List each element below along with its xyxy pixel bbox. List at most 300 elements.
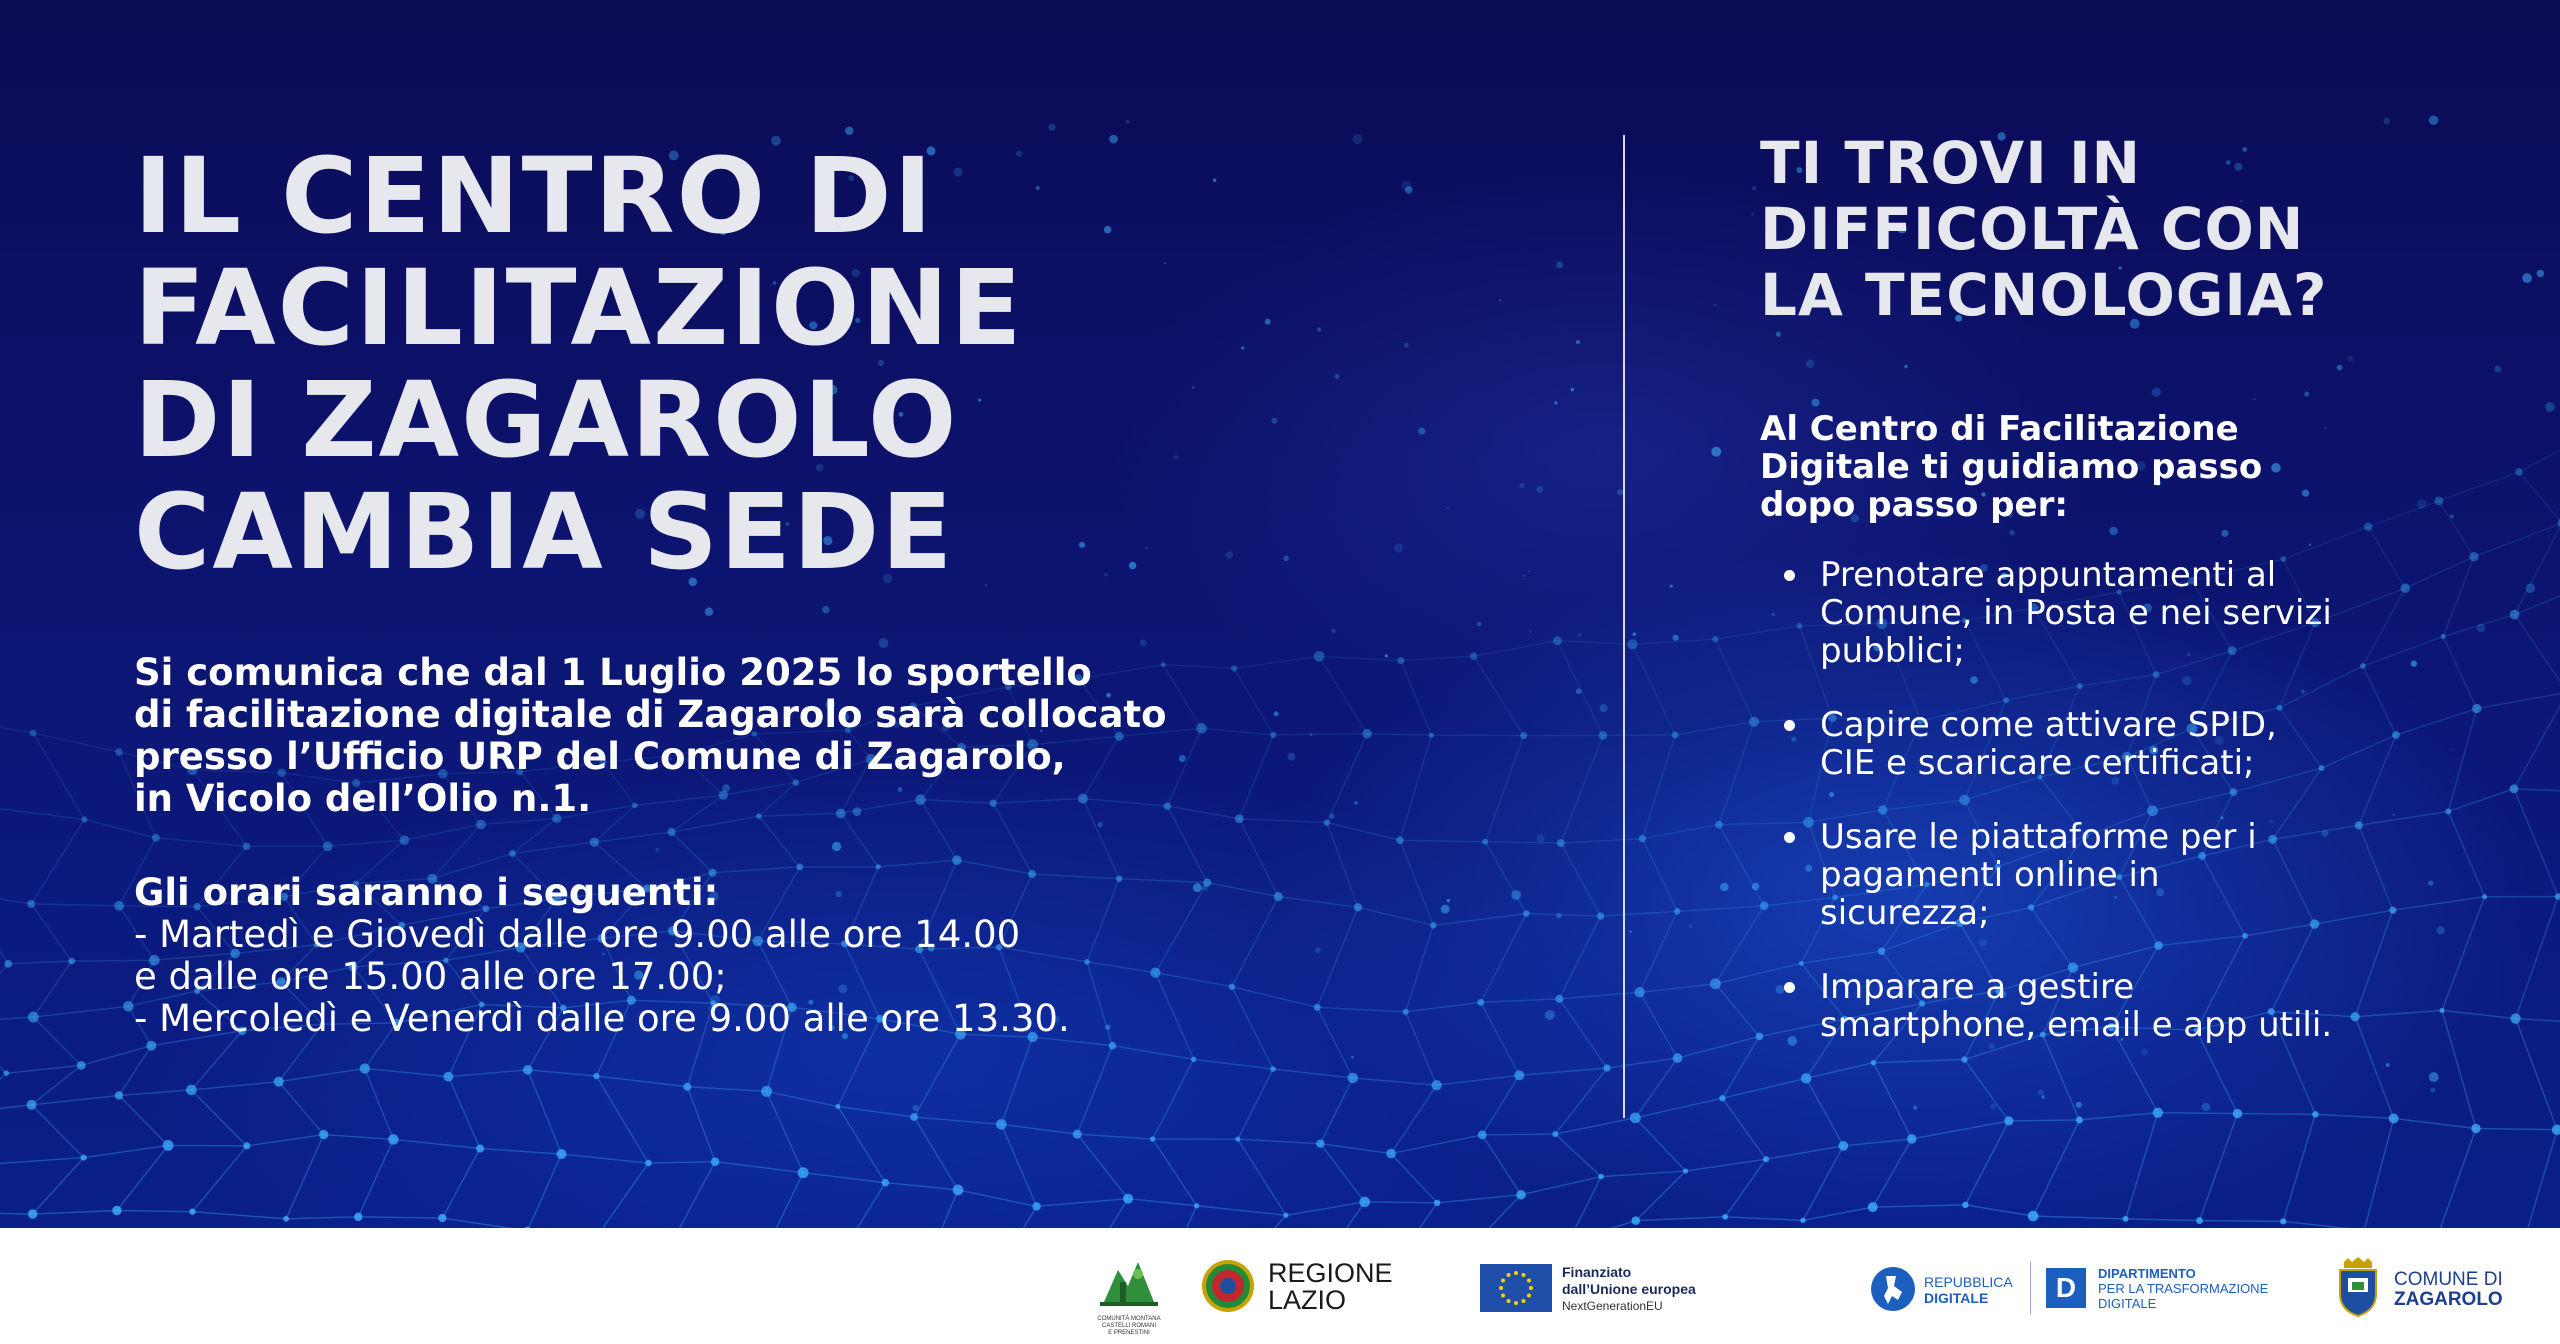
network-node bbox=[1348, 1073, 1359, 1084]
network-link bbox=[279, 1082, 324, 1135]
network-link bbox=[33, 733, 84, 819]
network-link bbox=[247, 1135, 324, 1146]
network-particle bbox=[2152, 388, 2161, 397]
network-node bbox=[2233, 1109, 2242, 1118]
network-particle bbox=[705, 608, 713, 616]
network-particle bbox=[2522, 273, 2532, 283]
network-link bbox=[838, 1107, 914, 1118]
network-link bbox=[2283, 1114, 2315, 1221]
network-node bbox=[1482, 839, 1488, 845]
network-node bbox=[4, 1070, 10, 1076]
network-node bbox=[996, 1119, 1007, 1130]
network-node bbox=[186, 1085, 197, 1096]
network-link bbox=[286, 1135, 324, 1219]
network-particle bbox=[1528, 570, 1530, 572]
network-link bbox=[480, 1148, 561, 1154]
network-link bbox=[1153, 1139, 1197, 1206]
regione-lazio-emblem-icon bbox=[1200, 1258, 1256, 1314]
network-node bbox=[953, 1185, 964, 1196]
relocation-notice bbox=[134, 652, 1194, 820]
network-node bbox=[1359, 1197, 1370, 1208]
network-link bbox=[448, 1070, 527, 1077]
network-link bbox=[1719, 825, 1764, 906]
network-link bbox=[2033, 1120, 2079, 1216]
network-link bbox=[1153, 1059, 1194, 1139]
network-particle bbox=[1418, 427, 1425, 434]
network-link bbox=[0, 721, 33, 733]
network-node bbox=[2510, 1013, 2520, 1023]
network-node bbox=[2280, 1218, 2286, 1224]
network-particle bbox=[2309, 544, 2311, 546]
network-node bbox=[1516, 1190, 1526, 1200]
comune-zagarolo-logo bbox=[2334, 1256, 2534, 1322]
network-particle bbox=[1554, 401, 1557, 404]
comunita-text: CASTELLI ROMANI bbox=[1101, 1323, 1156, 1329]
notice-line: Si comunica che dal 1 Luglio 2025 lo sportello bbox=[134, 651, 1092, 694]
network-link bbox=[33, 733, 119, 752]
network-link bbox=[1640, 911, 1678, 992]
network-node bbox=[115, 748, 123, 756]
network-particle bbox=[2429, 115, 2438, 124]
eu-star-icon bbox=[1501, 1294, 1505, 1298]
network-node bbox=[1639, 835, 1646, 842]
eu-star-icon bbox=[1514, 1301, 1518, 1305]
network-node bbox=[1553, 636, 1562, 645]
network-node bbox=[1235, 1137, 1240, 1142]
network-node bbox=[1324, 819, 1331, 826]
logos-separator bbox=[2030, 1262, 2031, 1314]
list-item bbox=[1760, 818, 2460, 932]
network-node bbox=[1630, 1112, 1641, 1123]
network-link bbox=[1320, 1078, 1352, 1144]
network-link bbox=[1327, 823, 1400, 841]
network-link bbox=[2283, 527, 2368, 559]
network-link bbox=[365, 1068, 449, 1076]
network-particle bbox=[1711, 447, 1721, 457]
network-link bbox=[1474, 641, 1558, 656]
network-node bbox=[2469, 552, 2478, 561]
network-link bbox=[1234, 668, 1273, 734]
network-link bbox=[958, 1190, 1037, 1207]
network-link bbox=[33, 1158, 84, 1214]
network-link bbox=[1555, 1068, 1607, 1134]
network-particle bbox=[1140, 640, 1147, 647]
eu-funding-logo bbox=[1480, 1264, 1740, 1324]
network-particle bbox=[1265, 319, 1271, 325]
network-node bbox=[4, 960, 12, 968]
network-particle bbox=[1523, 575, 1525, 577]
main-title bbox=[134, 135, 1034, 593]
eu-star-icon bbox=[1499, 1286, 1503, 1290]
eu-star-icon bbox=[1514, 1271, 1518, 1275]
main-title-line: IL CENTRO DI bbox=[134, 135, 935, 257]
network-node bbox=[1523, 910, 1529, 916]
network-node bbox=[1478, 1130, 1487, 1139]
network-node bbox=[1839, 1141, 1849, 1151]
intro-line: Digitale ti guidiamo passo bbox=[1760, 447, 2263, 487]
network-node bbox=[1722, 1214, 1728, 1220]
network-link bbox=[2515, 523, 2560, 615]
network-node bbox=[323, 841, 333, 851]
network-node bbox=[1763, 1156, 1769, 1162]
network-particle bbox=[1351, 1056, 1354, 1059]
list-item-line: Usare le piattaforme per i bbox=[1820, 817, 2257, 857]
network-node bbox=[523, 1065, 533, 1075]
network-node bbox=[2076, 1116, 2083, 1123]
network-link bbox=[672, 1162, 715, 1228]
network-node bbox=[77, 1061, 86, 1070]
eu-star-icon bbox=[1529, 1286, 1533, 1290]
network-node bbox=[1634, 987, 1644, 997]
network-link bbox=[1239, 735, 1273, 819]
network-link bbox=[672, 832, 713, 873]
network-node bbox=[1316, 1139, 1324, 1147]
network-link bbox=[1286, 1202, 1365, 1215]
network-link bbox=[1207, 883, 1278, 897]
network-node bbox=[81, 1154, 87, 1160]
network-node bbox=[798, 1167, 809, 1178]
notice-line: presso l’Ufficio URP del Comune di Zagarolo, bbox=[134, 735, 1066, 778]
network-particle bbox=[1271, 418, 1277, 424]
network-link bbox=[1433, 914, 1526, 926]
network-node bbox=[1396, 836, 1404, 844]
network-link bbox=[1234, 656, 1319, 668]
network-node bbox=[2028, 1211, 2039, 1222]
list-item-line: Capire come attivare SPID, bbox=[1820, 705, 2277, 745]
network-node bbox=[476, 1144, 484, 1152]
network-node bbox=[556, 1149, 566, 1159]
list-item-line: pubblici; bbox=[1820, 631, 1965, 671]
network-link bbox=[561, 1154, 648, 1163]
network-node bbox=[952, 855, 962, 865]
network-link bbox=[0, 1213, 33, 1214]
hours-line: - Mercoledì e Venerdì dalle ore 9.00 alle ore 13.30. bbox=[134, 997, 1070, 1040]
network-link bbox=[358, 1139, 393, 1216]
network-link bbox=[1640, 992, 1678, 1058]
network-link bbox=[1725, 1159, 1766, 1217]
network-link bbox=[1642, 735, 1675, 839]
network-link bbox=[1367, 734, 1431, 736]
network-link bbox=[1912, 1121, 2009, 1139]
comunita-montana-emblem-icon bbox=[1094, 1252, 1164, 1310]
network-link bbox=[1167, 1206, 1196, 1228]
network-node bbox=[2472, 704, 2481, 713]
network-node bbox=[360, 1063, 370, 1073]
network-node bbox=[1627, 639, 1637, 649]
network-link bbox=[914, 1117, 1001, 1124]
eu-star-icon bbox=[1501, 1279, 1505, 1283]
regione-text: LAZIO bbox=[1268, 1285, 1347, 1315]
network-link bbox=[1320, 1144, 1364, 1202]
repubblica-digitale-logo bbox=[1870, 1266, 2030, 1316]
network-node bbox=[1235, 814, 1244, 823]
network-particle bbox=[1354, 801, 1357, 804]
network-particle bbox=[1146, 547, 1148, 549]
network-link bbox=[2433, 1128, 2476, 1228]
network-link bbox=[834, 1183, 885, 1228]
eu-text: Finanziato bbox=[1562, 1264, 1632, 1280]
question-title-line: DIFFICOLTÀ CON bbox=[1760, 195, 2305, 263]
network-link bbox=[1559, 992, 1639, 998]
list-item bbox=[1760, 706, 2460, 782]
network-node bbox=[1109, 1042, 1117, 1050]
network-link bbox=[31, 904, 71, 961]
network-particle bbox=[1811, 399, 1819, 407]
network-link bbox=[1319, 656, 1401, 660]
network-link bbox=[1317, 1007, 1353, 1078]
network-link bbox=[2158, 1113, 2238, 1114]
network-link bbox=[1406, 1002, 1481, 1011]
network-particle bbox=[1447, 899, 1450, 902]
network-node bbox=[1599, 731, 1607, 739]
network-particle bbox=[1571, 388, 1575, 392]
network-particle bbox=[1401, 181, 1411, 191]
network-link bbox=[1077, 1046, 1112, 1134]
network-link bbox=[528, 1070, 562, 1154]
network-link bbox=[32, 1095, 119, 1104]
network-particle bbox=[655, 848, 659, 852]
network-link bbox=[1557, 641, 1603, 736]
eu-text: NextGenerationEU bbox=[1562, 1299, 1663, 1313]
network-link bbox=[1843, 1139, 1911, 1146]
network-link bbox=[1327, 823, 1358, 908]
network-node bbox=[27, 900, 35, 908]
network-particle bbox=[2041, 1095, 2045, 1099]
network-link bbox=[2079, 1113, 2157, 1120]
network-particle bbox=[1048, 124, 1055, 131]
network-node bbox=[1683, 1169, 1688, 1174]
network-link bbox=[1077, 1134, 1152, 1139]
network-link bbox=[1642, 839, 1677, 912]
network-particle bbox=[2221, 530, 2228, 537]
network-link bbox=[762, 1173, 803, 1228]
network-particle bbox=[1109, 135, 1118, 144]
network-link bbox=[1559, 916, 1600, 999]
network-link bbox=[1485, 842, 1526, 914]
network-link bbox=[33, 1210, 117, 1214]
network-node bbox=[1150, 1136, 1155, 1141]
network-particle bbox=[1806, 360, 1814, 368]
network-node bbox=[1557, 839, 1565, 847]
network-node bbox=[1362, 729, 1372, 739]
network-node bbox=[1270, 732, 1276, 738]
network-link bbox=[1406, 925, 1434, 1011]
network-particle bbox=[1670, 584, 1673, 587]
network-particle bbox=[1689, 925, 1692, 928]
network-link bbox=[1400, 840, 1433, 925]
network-link bbox=[2523, 1130, 2557, 1228]
network-node bbox=[1598, 1174, 1604, 1180]
network-particle bbox=[1751, 213, 1754, 216]
main-title-line: FACILITAZIONE bbox=[134, 247, 1024, 369]
network-node bbox=[2515, 468, 2523, 476]
network-link bbox=[0, 893, 8, 964]
network-link bbox=[1327, 734, 1367, 823]
eu-star-icon bbox=[1527, 1279, 1531, 1283]
network-particle bbox=[1226, 551, 1233, 558]
repubblica-text: DIGITALE bbox=[1924, 1290, 1989, 1306]
network-particle bbox=[1129, 562, 1136, 569]
network-link bbox=[1635, 1098, 1722, 1118]
network-link bbox=[2009, 1120, 2080, 1121]
network-particle bbox=[1477, 622, 1481, 626]
network-link bbox=[594, 832, 671, 842]
network-particle bbox=[1511, 890, 1521, 900]
network-particle bbox=[1126, 120, 1129, 123]
network-node bbox=[1962, 1202, 1968, 1208]
network-link bbox=[0, 808, 84, 819]
network-link bbox=[2237, 1114, 2315, 1115]
network-link bbox=[2514, 789, 2560, 793]
network-link bbox=[1317, 907, 1358, 1007]
network-particle bbox=[1913, 1106, 1917, 1110]
list-item-line: Comune, in Posta e nei servizi bbox=[1820, 593, 2332, 633]
network-node bbox=[1552, 1131, 1558, 1137]
network-node bbox=[1191, 1057, 1196, 1062]
network-link bbox=[687, 1087, 715, 1162]
network-link bbox=[1766, 1146, 1843, 1159]
hours-line: e dalle ore 15.00 alle ore 17.00; bbox=[134, 955, 727, 998]
network-particle bbox=[2038, 1090, 2044, 1096]
network-particle bbox=[1536, 834, 1544, 842]
network-node bbox=[1749, 717, 1759, 727]
network-link bbox=[997, 1206, 1036, 1228]
network-link bbox=[1677, 906, 1764, 911]
network-link bbox=[1722, 1098, 1766, 1159]
hours-heading: Gli orari saranno i seguenti: bbox=[134, 871, 719, 914]
network-node bbox=[274, 1077, 284, 1087]
network-link bbox=[2514, 692, 2560, 789]
network-node bbox=[1712, 636, 1718, 642]
network-link bbox=[1400, 840, 1485, 842]
network-link bbox=[1319, 656, 1367, 733]
dipartimento-icon: D bbox=[2046, 1268, 2086, 1308]
network-node bbox=[2389, 1114, 2399, 1124]
network-link bbox=[2516, 1019, 2560, 1024]
network-node bbox=[114, 901, 124, 911]
network-particle bbox=[1385, 654, 1388, 657]
network-node bbox=[1274, 892, 1283, 901]
network-particle bbox=[1720, 883, 1728, 891]
network-link bbox=[1519, 1068, 1607, 1075]
network-particle bbox=[1537, 486, 1544, 493]
network-link bbox=[1320, 1144, 1391, 1154]
network-link bbox=[358, 1217, 442, 1218]
network-node bbox=[438, 1214, 446, 1222]
network-link bbox=[2283, 1221, 2364, 1228]
network-link bbox=[528, 1070, 597, 1076]
list-item bbox=[1760, 556, 2460, 670]
network-node bbox=[243, 1142, 250, 1149]
network-particle bbox=[1192, 387, 1194, 389]
regione-text: REGIONE bbox=[1268, 1258, 1393, 1288]
network-link bbox=[1238, 1139, 1321, 1144]
network-node bbox=[1314, 1004, 1321, 1011]
network-node bbox=[1196, 723, 1207, 734]
network-link bbox=[1481, 999, 1560, 1003]
network-particle bbox=[832, 842, 841, 851]
network-link bbox=[767, 1091, 838, 1106]
network-link bbox=[1401, 661, 1432, 736]
main-title-line: DI ZAGAROLO bbox=[134, 359, 959, 481]
network-link bbox=[1526, 914, 1600, 916]
network-particle bbox=[1752, 883, 1760, 891]
list-item-line: smartphone, email e app utili. bbox=[1820, 1005, 2333, 1045]
network-link bbox=[1715, 639, 1754, 722]
network-link bbox=[1601, 911, 1678, 916]
network-particle bbox=[2109, 527, 2117, 535]
network-link bbox=[442, 1148, 480, 1218]
network-particle bbox=[2494, 365, 2501, 372]
network-particle bbox=[2202, 1103, 2210, 1111]
network-node bbox=[1603, 1064, 1610, 1071]
network-link bbox=[2515, 615, 2560, 693]
network-link bbox=[2199, 1221, 2283, 1222]
partner-logos-bar bbox=[0, 1228, 2560, 1344]
network-node bbox=[1354, 903, 1362, 911]
network-node bbox=[443, 1072, 453, 1082]
network-particle bbox=[1545, 1010, 1555, 1020]
network-particle bbox=[913, 1105, 919, 1111]
network-particle bbox=[1274, 711, 1279, 716]
network-particle bbox=[1329, 814, 1334, 819]
network-node bbox=[1597, 912, 1604, 919]
network-link bbox=[84, 1145, 168, 1157]
network-node bbox=[683, 1083, 691, 1091]
eu-star-icon bbox=[1507, 1299, 1511, 1303]
network-link bbox=[2519, 472, 2560, 523]
list-item-line: pagamenti online in bbox=[1820, 855, 2160, 895]
network-link bbox=[1481, 914, 1527, 1003]
network-link bbox=[1603, 735, 1675, 736]
network-node bbox=[1710, 978, 1721, 989]
network-particle bbox=[1447, 507, 1449, 509]
network-particle bbox=[1079, 542, 1085, 548]
vertical-divider bbox=[1623, 135, 1625, 1118]
network-node bbox=[146, 1041, 156, 1051]
network-node bbox=[28, 1012, 39, 1023]
network-link bbox=[1635, 1118, 1685, 1171]
network-node bbox=[27, 1100, 37, 1110]
question-title-line: LA TECNOLOGIA? bbox=[1760, 261, 2328, 329]
network-link bbox=[279, 1068, 365, 1081]
network-link bbox=[1238, 1215, 1286, 1228]
network-node bbox=[354, 1213, 362, 1221]
network-particle bbox=[1036, 186, 1040, 190]
network-link bbox=[2199, 1114, 2237, 1221]
network-node bbox=[388, 1134, 398, 1144]
network-node bbox=[1800, 1218, 1805, 1223]
network-link bbox=[2315, 1114, 2393, 1118]
network-particle bbox=[1519, 483, 1524, 488]
network-particle bbox=[1576, 688, 1582, 694]
network-node bbox=[1631, 1216, 1640, 1225]
network-link bbox=[1238, 1139, 1286, 1215]
network-node bbox=[1514, 1070, 1524, 1080]
network-link bbox=[448, 1077, 480, 1149]
network-link bbox=[1873, 1139, 1912, 1207]
network-node bbox=[2123, 1216, 2129, 1222]
network-link bbox=[2033, 1216, 2125, 1219]
network-node bbox=[1194, 1203, 1199, 1208]
network-particle bbox=[1576, 340, 1580, 344]
network-link bbox=[1806, 1078, 1843, 1145]
network-link bbox=[1400, 735, 1431, 840]
network-link bbox=[1406, 1012, 1437, 1085]
network-node bbox=[2153, 1108, 2163, 1118]
network-node bbox=[590, 837, 599, 846]
network-particle bbox=[1633, 632, 1637, 636]
